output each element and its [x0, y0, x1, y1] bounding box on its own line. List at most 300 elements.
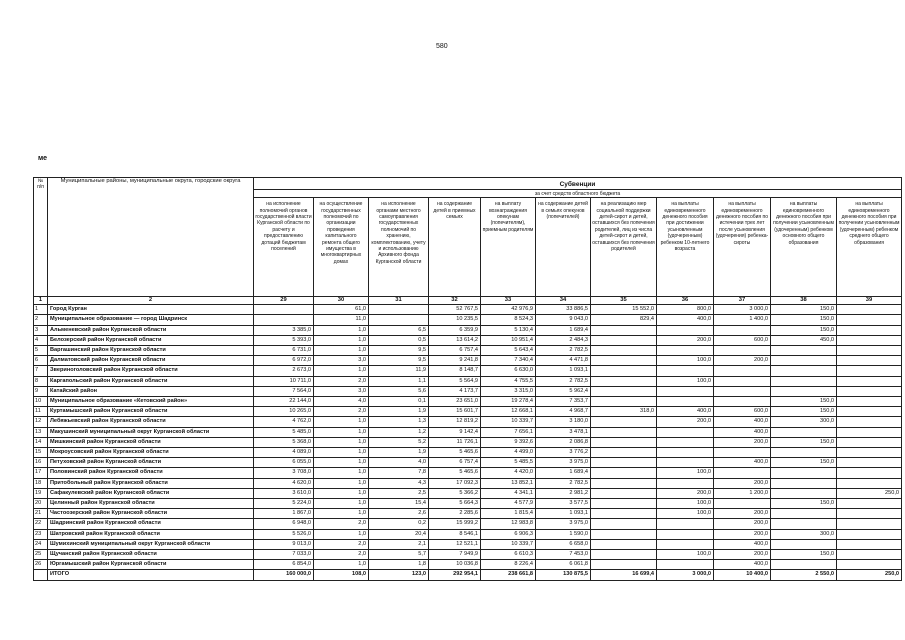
row-index: 11 — [34, 407, 48, 417]
value-cell — [591, 335, 657, 345]
value-cell: 6 731,0 — [254, 346, 314, 356]
value-cell — [837, 509, 902, 519]
column-number: 37 — [714, 297, 771, 305]
value-cell: 20,4 — [369, 529, 429, 539]
value-cell — [657, 366, 714, 376]
value-cell — [591, 417, 657, 427]
value-cell — [591, 488, 657, 498]
value-cell — [657, 397, 714, 407]
value-cell: 2 782,5 — [536, 478, 591, 488]
row-index: 9 — [34, 386, 48, 396]
municipality-name: Катайский район — [48, 386, 254, 396]
value-cell: 1 867,0 — [254, 509, 314, 519]
value-cell: 5,6 — [369, 386, 429, 396]
value-cell — [657, 529, 714, 539]
value-cell: 4 968,7 — [536, 407, 591, 417]
value-cell: 3 610,0 — [254, 488, 314, 498]
value-cell: 15,4 — [369, 499, 429, 509]
value-cell — [254, 305, 314, 315]
value-cell: 200,0 — [714, 356, 771, 366]
row-index: 23 — [34, 529, 48, 539]
value-cell: 200,0 — [714, 509, 771, 519]
value-cell: 400,0 — [714, 458, 771, 468]
column-description: на осуществление государственных полномочий по организации проведения капитального ремонта общего имущества в многоквартирных домах — [314, 198, 369, 297]
row-index: 7 — [34, 366, 48, 376]
value-cell: 33 886,5 — [536, 305, 591, 315]
row-index: 17 — [34, 468, 48, 478]
table-row — [34, 386, 902, 396]
total-index — [34, 570, 48, 580]
table-row — [34, 356, 902, 366]
value-cell: 10 951,4 — [481, 335, 536, 345]
value-cell — [714, 448, 771, 458]
value-cell: 150,0 — [771, 437, 837, 447]
value-cell: 100,0 — [657, 376, 714, 386]
total-value: 3 000,0 — [657, 570, 714, 580]
table-row — [34, 335, 902, 345]
value-cell: 5,7 — [369, 550, 429, 560]
row-index: 13 — [34, 427, 48, 437]
value-cell: 3,0 — [314, 356, 369, 366]
value-cell — [369, 305, 429, 315]
value-cell — [657, 519, 714, 529]
total-value: 130 875,5 — [536, 570, 591, 580]
value-cell — [591, 550, 657, 560]
value-cell — [714, 366, 771, 376]
value-cell: 3 478,1 — [536, 427, 591, 437]
value-cell: 1 689,4 — [536, 468, 591, 478]
value-cell: 5 393,0 — [254, 335, 314, 345]
value-cell: 6 061,8 — [536, 560, 591, 570]
value-cell: 1,0 — [314, 437, 369, 447]
table-row — [34, 397, 902, 407]
municipality-name: Половинский район Курганской области — [48, 468, 254, 478]
total-value: 292 954,1 — [429, 570, 481, 580]
value-cell — [369, 315, 429, 325]
value-cell: 6 630,0 — [481, 366, 536, 376]
value-cell: 400,0 — [714, 417, 771, 427]
value-cell: 4 755,5 — [481, 376, 536, 386]
value-cell — [657, 478, 714, 488]
value-cell: 11,0 — [314, 315, 369, 325]
table-row — [34, 325, 902, 335]
value-cell: 3 776,2 — [536, 448, 591, 458]
value-cell: 6 854,0 — [254, 560, 314, 570]
value-cell — [591, 437, 657, 447]
row-index: 26 — [34, 560, 48, 570]
municipality-name: Муниципальное образование — город Шадринск — [48, 315, 254, 325]
subsidies-table — [33, 177, 902, 581]
value-cell — [837, 448, 902, 458]
value-cell: 9 043,0 — [536, 315, 591, 325]
value-cell: 1,0 — [314, 488, 369, 498]
row-index: 19 — [34, 488, 48, 498]
value-cell — [837, 437, 902, 447]
table-row — [34, 407, 902, 417]
value-cell: 6 359,9 — [429, 325, 481, 335]
value-cell — [591, 346, 657, 356]
value-cell — [591, 427, 657, 437]
value-cell — [837, 468, 902, 478]
total-value: 123,0 — [369, 570, 429, 580]
value-cell: 200,0 — [714, 437, 771, 447]
value-cell: 1 590,0 — [536, 529, 591, 539]
value-cell: 6,5 — [369, 325, 429, 335]
value-cell: 2,0 — [314, 376, 369, 386]
value-cell — [837, 346, 902, 356]
value-cell: 0,2 — [369, 519, 429, 529]
municipality-name: Мокроусовский район Курганской области — [48, 448, 254, 458]
value-cell: 0,5 — [369, 335, 429, 345]
value-cell — [591, 397, 657, 407]
page-number: 580 — [436, 43, 448, 50]
table-row — [34, 346, 902, 356]
table-row — [34, 550, 902, 560]
value-cell: 1 689,4 — [536, 325, 591, 335]
value-cell: 150,0 — [771, 315, 837, 325]
table-row — [34, 305, 902, 315]
value-cell: 300,0 — [771, 417, 837, 427]
total-row — [34, 570, 902, 580]
value-cell — [771, 488, 837, 498]
municipality-name: Лебяжьевский район Курганской области — [48, 417, 254, 427]
table-row — [34, 366, 902, 376]
municipality-name: Мишкинский район Курганской области — [48, 437, 254, 447]
value-cell — [591, 529, 657, 539]
value-cell — [837, 560, 902, 570]
value-cell: 4 762,0 — [254, 417, 314, 427]
column-description: на выплату вознаграждения опекунам (попечителям), приемным родителям — [481, 198, 536, 297]
value-cell — [657, 346, 714, 356]
table-row — [34, 478, 902, 488]
value-cell: 8 226,4 — [481, 560, 536, 570]
table-row — [34, 488, 902, 498]
row-index: 6 — [34, 356, 48, 366]
column-number: 38 — [771, 297, 837, 305]
value-cell: 5 962,4 — [536, 386, 591, 396]
value-cell: 2 086,8 — [536, 437, 591, 447]
value-cell: 4 089,0 — [254, 448, 314, 458]
total-value: 2 550,0 — [771, 570, 837, 580]
value-cell: 3 315,0 — [481, 386, 536, 396]
value-cell: 12 521,1 — [429, 539, 481, 549]
value-cell — [657, 539, 714, 549]
table-row — [34, 458, 902, 468]
table-row — [34, 376, 902, 386]
column-description: на выплаты единовременного денежного пособия при достижении усыновленным (удочеренным) ребенком 10-летнего возраста — [657, 198, 714, 297]
row-index: 1 — [34, 305, 48, 315]
value-cell — [837, 458, 902, 468]
value-cell: 1,9 — [369, 448, 429, 458]
value-cell: 2,0 — [314, 519, 369, 529]
value-cell: 2 484,3 — [536, 335, 591, 345]
value-cell: 13 614,2 — [429, 335, 481, 345]
value-cell: 52 767,5 — [429, 305, 481, 315]
value-cell: 2 981,2 — [536, 488, 591, 498]
column-description: на выплаты единовременного денежного пособия по истечении трех лет после усыновления (удочерения) ребенка-сироты — [714, 198, 771, 297]
total-label: ИТОГО — [48, 570, 254, 580]
column-description: на исполнение органами местного самоуправления государственных полномочий по хранению, комплектованию, учету и использованию Архивного фонда Курганской области — [369, 198, 429, 297]
value-cell: 4,0 — [314, 397, 369, 407]
value-cell: 6 658,0 — [536, 539, 591, 549]
value-cell: 150,0 — [771, 499, 837, 509]
row-index: 10 — [34, 397, 48, 407]
value-cell: 8 524,3 — [481, 315, 536, 325]
value-cell — [771, 366, 837, 376]
table-row — [34, 448, 902, 458]
value-cell — [254, 315, 314, 325]
row-index: 2 — [34, 315, 48, 325]
value-cell: 4 341,1 — [481, 488, 536, 498]
value-cell: 9 241,8 — [429, 356, 481, 366]
row-index: 24 — [34, 539, 48, 549]
total-value: 160 000,0 — [254, 570, 314, 580]
value-cell: 100,0 — [657, 468, 714, 478]
value-cell: 5 485,5 — [481, 458, 536, 468]
municipality-name: Частоозерский район Курганской области — [48, 509, 254, 519]
municipality-name: Петуховский район Курганской области — [48, 458, 254, 468]
value-cell — [591, 560, 657, 570]
value-cell: 1 093,1 — [536, 366, 591, 376]
value-cell: 3 385,0 — [254, 325, 314, 335]
value-cell: 7 033,0 — [254, 550, 314, 560]
column-number: 33 — [481, 297, 536, 305]
total-value: 108,0 — [314, 570, 369, 580]
value-cell — [714, 386, 771, 396]
value-cell: 5 368,0 — [254, 437, 314, 447]
column-description: на выплаты единовременного денежного пособия при получении усыновленным (удочеренным) ребенком основного общего образования — [771, 198, 837, 297]
municipality-name: Белозерский район Курганской области — [48, 335, 254, 345]
value-cell: 7 656,1 — [481, 427, 536, 437]
value-cell: 23 651,0 — [429, 397, 481, 407]
municipality-name: Звериноголовский район Курганской области — [48, 366, 254, 376]
value-cell — [771, 509, 837, 519]
subsidies-header: Субвенции — [254, 178, 902, 190]
value-cell: 1,0 — [314, 529, 369, 539]
column-description: на содержание детей в приемных семьях — [429, 198, 481, 297]
value-cell — [657, 437, 714, 447]
row-index: 16 — [34, 458, 48, 468]
value-cell: 100,0 — [657, 509, 714, 519]
value-cell: 200,0 — [657, 417, 714, 427]
value-cell: 42 976,9 — [481, 305, 536, 315]
column-description: на исполнение полномочий органов государственной власти Курганской области по расчету и предоставлению дотаций бюджетам поселений — [254, 198, 314, 297]
value-cell: 3 000,0 — [714, 305, 771, 315]
value-cell — [657, 325, 714, 335]
row-index: 25 — [34, 550, 48, 560]
municipality-name: Шадринский район Курганской области — [48, 519, 254, 529]
municipality-name: Далматовский район Курганской области — [48, 356, 254, 366]
municipality-name: Притобольный район Курганской области — [48, 478, 254, 488]
column-number: 34 — [536, 297, 591, 305]
value-cell: 829,4 — [591, 315, 657, 325]
value-cell — [714, 346, 771, 356]
value-cell — [771, 560, 837, 570]
value-cell — [714, 325, 771, 335]
value-cell — [771, 468, 837, 478]
row-index: 8 — [34, 376, 48, 386]
municipality-name: Юргамышский район Курганской области — [48, 560, 254, 570]
value-cell: 2 782,5 — [536, 376, 591, 386]
value-cell: 19 278,4 — [481, 397, 536, 407]
value-cell: 150,0 — [771, 305, 837, 315]
value-cell — [771, 346, 837, 356]
value-cell — [837, 386, 902, 396]
value-cell: 200,0 — [714, 519, 771, 529]
value-cell: 10 711,0 — [254, 376, 314, 386]
value-cell: 400,0 — [714, 427, 771, 437]
table-row — [34, 499, 902, 509]
value-cell: 400,0 — [657, 407, 714, 417]
value-cell: 2,0 — [314, 407, 369, 417]
total-value: 238 661,8 — [481, 570, 536, 580]
value-cell: 1,0 — [314, 478, 369, 488]
municipality-name: Сафакулевский район Курганской области — [48, 488, 254, 498]
value-cell — [591, 499, 657, 509]
row-index: 14 — [34, 437, 48, 447]
value-cell — [771, 376, 837, 386]
value-cell — [591, 468, 657, 478]
value-cell: 22 144,0 — [254, 397, 314, 407]
value-cell: 5 465,6 — [429, 448, 481, 458]
value-cell — [771, 478, 837, 488]
value-cell: 200,0 — [714, 529, 771, 539]
value-cell: 1,0 — [314, 448, 369, 458]
value-cell: 150,0 — [771, 325, 837, 335]
value-cell — [591, 458, 657, 468]
value-cell: 5 564,9 — [429, 376, 481, 386]
value-cell: 200,0 — [657, 335, 714, 345]
municipality-name: Муниципальное образование «Кетовский район» — [48, 397, 254, 407]
value-cell: 15 999,2 — [429, 519, 481, 529]
value-cell — [657, 386, 714, 396]
value-cell: 4 420,0 — [481, 468, 536, 478]
value-cell — [591, 325, 657, 335]
value-cell — [657, 427, 714, 437]
value-cell: 1,8 — [369, 560, 429, 570]
value-cell: 150,0 — [771, 458, 837, 468]
column-description: на реализацию мер социальной поддержки детей-сирот и детей, оставшихся без попечения родителей, лиц из числа детей-сирот и детей, оставшихся без попечения родителей — [591, 198, 657, 297]
value-cell — [591, 539, 657, 549]
value-cell: 10 339,7 — [481, 417, 536, 427]
page-marker: ме — [38, 155, 48, 162]
budget-header: за счет средств областного бюджета — [254, 190, 902, 198]
value-cell — [657, 560, 714, 570]
value-cell: 1,0 — [314, 335, 369, 345]
value-cell: 800,0 — [657, 305, 714, 315]
value-cell: 7 949,9 — [429, 550, 481, 560]
value-cell: 2,5 — [369, 488, 429, 498]
value-cell: 150,0 — [771, 397, 837, 407]
column-description: на выплаты единовременного денежного пособия при получении усыновленным (удочеренным) ребенком среднего общего образования — [837, 198, 902, 297]
value-cell: 4 620,0 — [254, 478, 314, 488]
value-cell — [771, 519, 837, 529]
value-cell: 6 055,0 — [254, 458, 314, 468]
total-value: 250,0 — [837, 570, 902, 580]
municipality-name: Варгашинский район Курганской области — [48, 346, 254, 356]
value-cell: 1,0 — [314, 509, 369, 519]
value-cell — [837, 550, 902, 560]
municipality-name: Альменевский район Курганской области — [48, 325, 254, 335]
row-index: 21 — [34, 509, 48, 519]
row-index: 18 — [34, 478, 48, 488]
value-cell — [837, 366, 902, 376]
table-row — [34, 417, 902, 427]
value-cell — [591, 509, 657, 519]
value-cell: 400,0 — [657, 315, 714, 325]
value-cell: 1,0 — [314, 417, 369, 427]
value-cell: 1,0 — [314, 468, 369, 478]
num-header: № п/п — [34, 178, 48, 297]
value-cell: 1 815,4 — [481, 509, 536, 519]
value-cell: 318,0 — [591, 407, 657, 417]
row-index: 15 — [34, 448, 48, 458]
municipality-name: Целинный район Курганской области — [48, 499, 254, 509]
value-cell: 200,0 — [714, 550, 771, 560]
value-cell: 300,0 — [771, 529, 837, 539]
value-cell: 15 552,0 — [591, 305, 657, 315]
value-cell — [657, 448, 714, 458]
value-cell — [837, 305, 902, 315]
value-cell: 17 092,3 — [429, 478, 481, 488]
value-cell: 2 285,6 — [429, 509, 481, 519]
value-cell: 2,0 — [314, 539, 369, 549]
value-cell — [591, 519, 657, 529]
row-index: 3 — [34, 325, 48, 335]
value-cell: 1 200,0 — [714, 488, 771, 498]
value-cell: 2 782,5 — [536, 346, 591, 356]
value-cell: 13 852,1 — [481, 478, 536, 488]
value-cell — [771, 448, 837, 458]
value-cell: 2,0 — [314, 550, 369, 560]
value-cell: 6 906,3 — [481, 529, 536, 539]
value-cell — [837, 427, 902, 437]
value-cell: 61,0 — [314, 305, 369, 315]
value-cell — [591, 478, 657, 488]
value-cell: 3 975,0 — [536, 519, 591, 529]
value-cell: 4 577,9 — [481, 499, 536, 509]
value-cell — [837, 407, 902, 417]
column-number: 29 — [254, 297, 314, 305]
value-cell: 1,0 — [314, 366, 369, 376]
value-cell — [714, 376, 771, 386]
value-cell: 4,0 — [369, 458, 429, 468]
value-cell: 1,1 — [369, 376, 429, 386]
value-cell: 9,5 — [369, 356, 429, 366]
value-cell: 5 224,0 — [254, 499, 314, 509]
value-cell — [837, 529, 902, 539]
value-cell: 6 757,4 — [429, 346, 481, 356]
table-row — [34, 539, 902, 549]
value-cell — [837, 397, 902, 407]
column-description: на содержание детей в семьях опекунов (попечителей) — [536, 198, 591, 297]
value-cell: 250,0 — [837, 488, 902, 498]
municipality-name: Шумихинский муниципальный округ Курганской области — [48, 539, 254, 549]
column-number: 2 — [48, 297, 254, 305]
row-index: 12 — [34, 417, 48, 427]
value-cell: 400,0 — [714, 560, 771, 570]
value-cell: 1,0 — [314, 458, 369, 468]
value-cell — [771, 386, 837, 396]
value-cell: 5 366,2 — [429, 488, 481, 498]
value-cell — [837, 335, 902, 345]
value-cell: 2,1 — [369, 539, 429, 549]
value-cell: 5 130,4 — [481, 325, 536, 335]
value-cell: 10 339,7 — [481, 539, 536, 549]
value-cell: 600,0 — [714, 407, 771, 417]
column-number: 36 — [657, 297, 714, 305]
value-cell: 11,9 — [369, 366, 429, 376]
